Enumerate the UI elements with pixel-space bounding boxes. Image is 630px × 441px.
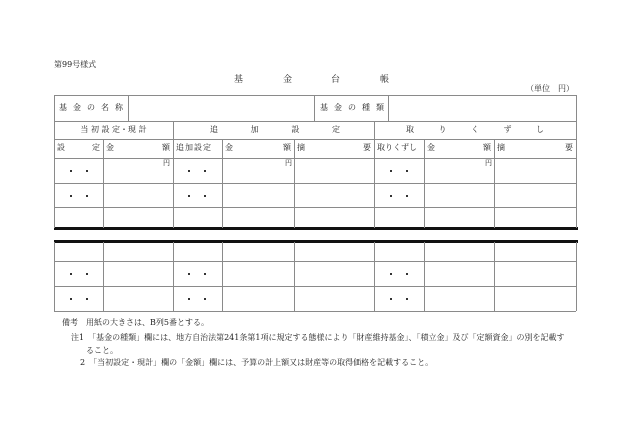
group-header-withdrawal: 取 り く ず し: [406, 125, 544, 134]
form-number: 第99号様式: [54, 60, 97, 69]
col-header-add-setting: 追加設定: [176, 143, 212, 152]
group-header-initial: 当 初 設 定・現 計: [80, 125, 147, 134]
col-header-summary: 摘 要: [497, 143, 573, 152]
col-header-summary: 摘 要: [297, 143, 371, 152]
col-header-amount: 金 額: [427, 143, 491, 152]
col-header-amount: 金 額: [106, 143, 170, 152]
note-2: 2 「当初設定・現計」欄の「金額」欄には、予算の計上額又は財産等の取得価格を記載すること。: [80, 358, 434, 367]
fund-type-field[interactable]: [390, 97, 574, 119]
yen-mark: 円: [285, 159, 292, 167]
fund-name-field[interactable]: [130, 97, 312, 119]
col-header-setting: 設 定: [57, 143, 100, 152]
remarks: 備考 用紙の大きさは、B列5番とする。: [62, 318, 209, 327]
group-header-additional: 追 加 設 定: [210, 125, 340, 134]
col-header-withdraw: 取りくずし: [377, 143, 417, 152]
title-char: 帳: [380, 75, 390, 85]
unit-label: （単位 円）: [526, 84, 574, 93]
note-1: 注1 「基金の種類」欄には、地方自治法第241条第1項に規定する態様により「財産維持基金」、「積立金」及び「定額資金」の別を記載す: [71, 333, 565, 342]
title-char: 金: [283, 75, 293, 85]
note-1-continued: ること。: [86, 346, 118, 355]
yen-mark: 円: [163, 159, 170, 167]
title-char: 台: [331, 75, 341, 85]
title-char: 基: [234, 75, 244, 85]
col-header-amount: 金 額: [225, 143, 291, 152]
fund-name-label: 基 金 の 名 称: [59, 103, 123, 112]
yen-mark: 円: [485, 159, 492, 167]
fund-type-label: 基 金 の 種 類: [320, 103, 384, 112]
